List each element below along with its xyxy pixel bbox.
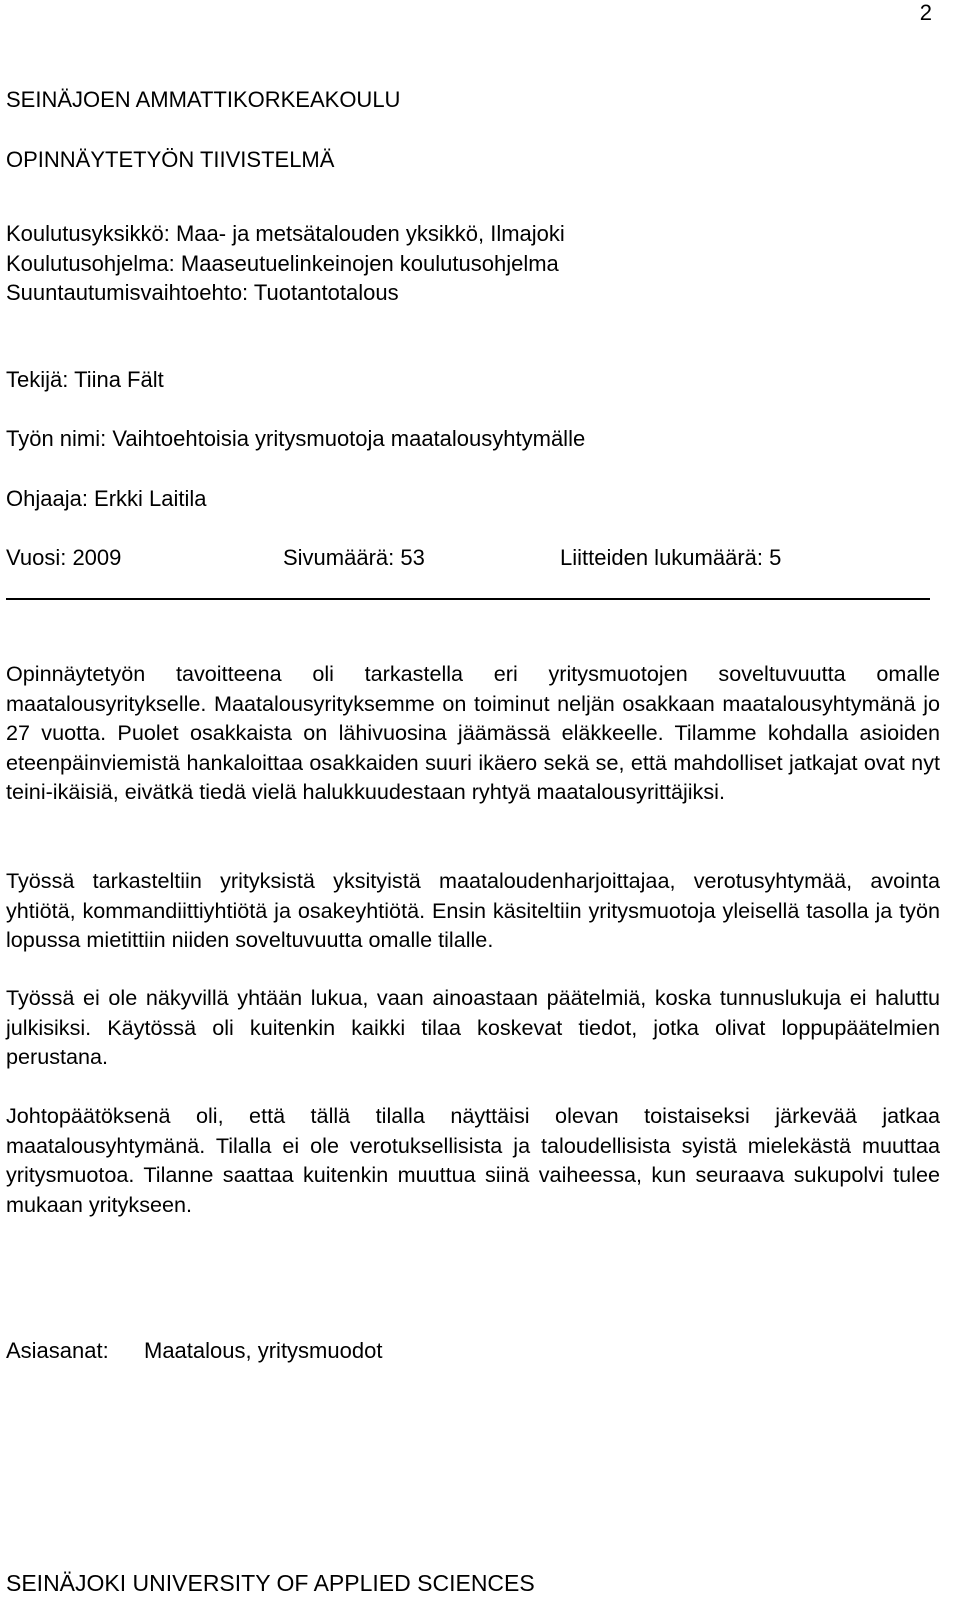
- supervisor-line: Ohjaaja: Erkki Laitila: [6, 486, 207, 511]
- appendix-count-field: Liitteiden lukumäärä: 5: [560, 545, 782, 570]
- thesis-title-line: Työn nimi: Vaihtoehtoisia yritysmuotoja maatalousyhtymälle: [6, 426, 586, 451]
- page-number: 2: [919, 0, 932, 25]
- abstract-paragraph-3: Työssä ei ole näkyvillä yhtään lukua, vaan ainoastaan päätelmiä, koska tunnuslukuja ei haluttu julkisiksi. Käytössä oli kuitenkin kaikki tilaa koskevat tiedot, jotka olivat loppupäätelmien perustana.: [6, 985, 940, 1069]
- keywords-label: Asiasanat:: [6, 1338, 109, 1363]
- abstract-paragraph-1: Opinnäytetyön tavoitteena oli tarkastella eri yritysmuotojen soveltuvuutta omalle maatalousyritykselle. Maatalousyrityksemme on toiminut neljän osakkaan maatalousyhtymänä jo 27 vuotta. Puolet osakkaista on lähivuosina jäämässä eläkkeelle. Tilamme kohdalla asioiden eteenpäinviemistä hankaloittaa osakkaiden suuri ikäero sekä se, että mahdolliset jatkajat ovat nyt teini-ikäisiä, eivätkä tiedä vielä halukkuudestaan ryhtyä maatalousyrittäjiksi.: [6, 661, 940, 804]
- specialization-line: Suuntautumisvaihtoehto: Tuotantotalous: [6, 280, 399, 305]
- program-line: Koulutusohjelma: Maaseutuelinkeinojen koulutusohjelma: [6, 251, 559, 276]
- document-title: OPINNÄYTETYÖN TIIVISTELMÄ: [6, 147, 335, 172]
- author-line: Tekijä: Tiina Fält: [6, 367, 164, 392]
- abstract-paragraph-2: Työssä tarkasteltiin yrityksistä yksityistä maataloudenharjoittajaa, verotusyhtymää, avointa yhtiötä, kommandiittiyhtiötä ja osakeyhtiötä. Ensin käsiteltiin yritysmuotoja yleisellä tasolla ja työn lopussa mietittiin niiden soveltuvuutta omalle tilalle.: [6, 868, 940, 952]
- footer-institution: SEINÄJOKI UNIVERSITY OF APPLIED SCIENCES: [6, 1570, 535, 1596]
- abstract-paragraph-4: Johtopäätöksenä oli, että tällä tilalla näyttäisi olevan toistaiseksi järkevää jatkaa maatalousyhtymänä. Tilalla ei ole verotuksellisista ja taloudellisista syistä mielekästä muuttaa yritysmuotoa. Tilanne saattaa kuitenkin muuttua siinä vaiheessa, kun seuraava sukupolvi tulee mukaan yritykseen.: [6, 1103, 940, 1217]
- page-count-field: Sivumäärä: 53: [283, 545, 425, 570]
- year-field: Vuosi: 2009: [6, 545, 122, 570]
- keywords-value: Maatalous, yritysmuodot: [144, 1338, 383, 1363]
- separator-rule: [6, 598, 930, 600]
- unit-line: Koulutusyksikkö: Maa- ja metsätalouden yksikkö, Ilmajoki: [6, 221, 565, 246]
- institution-name: SEINÄJOEN AMMATTIKORKEAKOULU: [6, 87, 401, 112]
